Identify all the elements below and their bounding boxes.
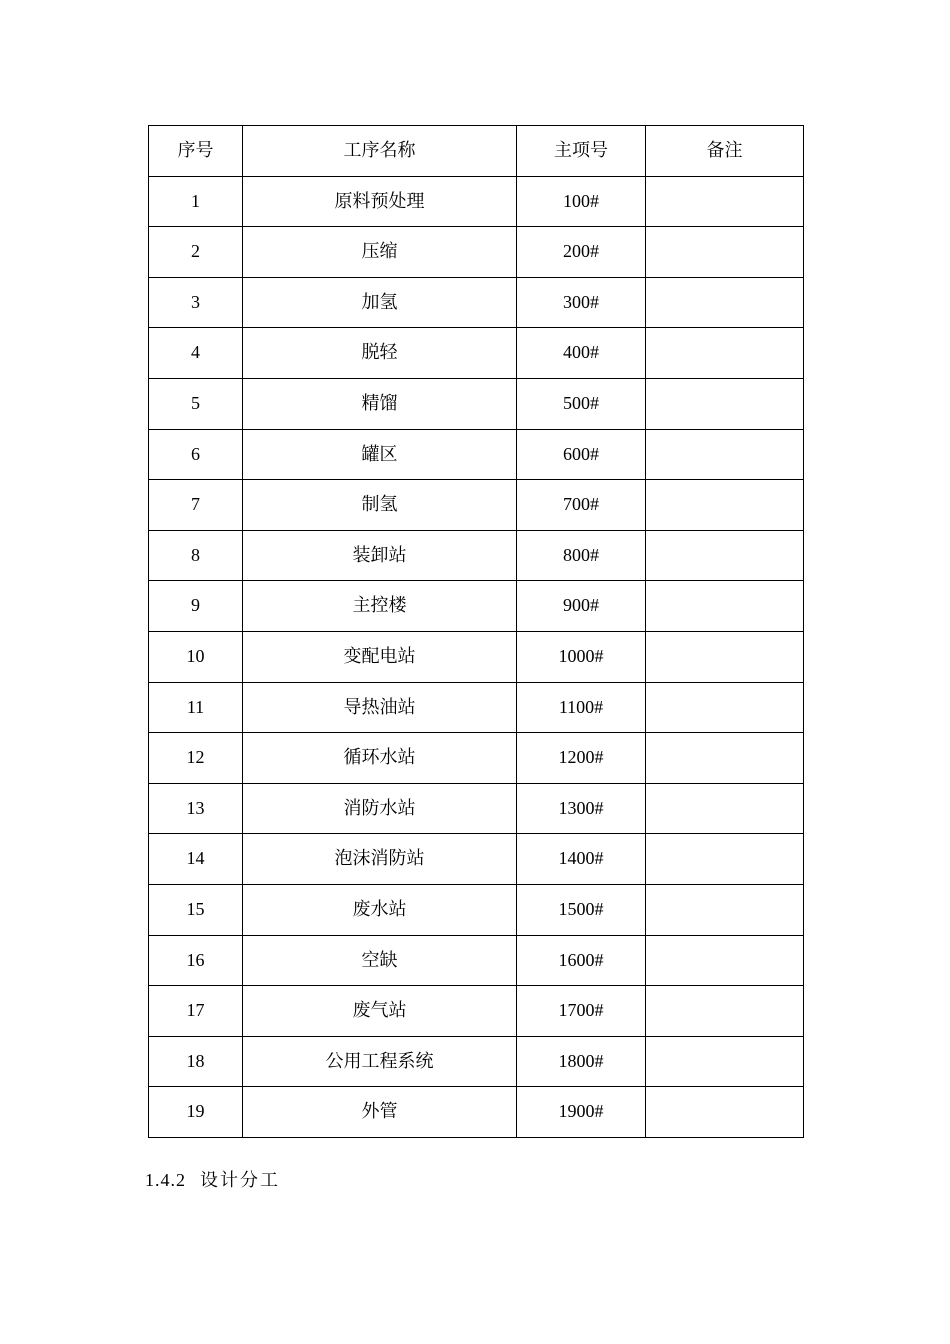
cell-remark [646, 884, 804, 935]
cell-seq: 5 [149, 378, 243, 429]
table-row [149, 176, 804, 227]
cell-name: 精馏 [243, 378, 517, 429]
header-seq: 序号 [149, 126, 243, 177]
cell-code: 400# [517, 328, 646, 379]
table-row [149, 783, 804, 834]
cell-seq: 19 [149, 1087, 243, 1138]
table-row [149, 378, 804, 429]
cell-name: 泡沫消防站 [243, 834, 517, 885]
cell-name: 空缺 [243, 935, 517, 986]
cell-code: 800# [517, 530, 646, 581]
cell-name: 导热油站 [243, 682, 517, 733]
header-row [149, 126, 804, 177]
cell-name: 脱轻 [243, 328, 517, 379]
cell-remark [646, 682, 804, 733]
cell-seq: 10 [149, 631, 243, 682]
cell-code: 200# [517, 227, 646, 278]
cell-seq: 6 [149, 429, 243, 480]
cell-name: 压缩 [243, 227, 517, 278]
cell-remark [646, 530, 804, 581]
cell-code: 1100# [517, 682, 646, 733]
table-header [149, 126, 804, 177]
cell-remark [646, 176, 804, 227]
header-code: 主项号 [517, 126, 646, 177]
cell-seq: 7 [149, 480, 243, 531]
cell-name: 装卸站 [243, 530, 517, 581]
cell-code: 1900# [517, 1087, 646, 1138]
table-row [149, 429, 804, 480]
cell-remark [646, 1036, 804, 1087]
cell-remark [646, 834, 804, 885]
cell-code: 1700# [517, 986, 646, 1037]
process-table [148, 125, 804, 1138]
header-name: 工序名称 [243, 126, 517, 177]
cell-seq: 13 [149, 783, 243, 834]
cell-name: 公用工程系统 [243, 1036, 517, 1087]
cell-name: 废气站 [243, 986, 517, 1037]
table-row [149, 581, 804, 632]
cell-remark [646, 783, 804, 834]
cell-remark [646, 227, 804, 278]
cell-name: 外管 [243, 1087, 517, 1138]
cell-code: 100# [517, 176, 646, 227]
cell-name: 循环水站 [243, 733, 517, 784]
cell-seq: 18 [149, 1036, 243, 1087]
cell-code: 1200# [517, 733, 646, 784]
cell-code: 1500# [517, 884, 646, 935]
cell-seq: 9 [149, 581, 243, 632]
cell-remark [646, 378, 804, 429]
table-row [149, 480, 804, 531]
section-heading [145, 1166, 280, 1192]
cell-name: 制氢 [243, 480, 517, 531]
cell-name: 变配电站 [243, 631, 517, 682]
table-body [149, 176, 804, 1137]
table-row [149, 277, 804, 328]
table-row [149, 227, 804, 278]
cell-name: 罐区 [243, 429, 517, 480]
header-remark: 备注 [646, 126, 804, 177]
cell-seq: 12 [149, 733, 243, 784]
cell-code: 1600# [517, 935, 646, 986]
cell-code: 1300# [517, 783, 646, 834]
table-row [149, 986, 804, 1037]
cell-seq: 11 [149, 682, 243, 733]
section-title: 设计分工 [200, 1170, 280, 1191]
cell-remark [646, 1087, 804, 1138]
cell-seq: 14 [149, 834, 243, 885]
cell-name: 主控楼 [243, 581, 517, 632]
cell-seq: 8 [149, 530, 243, 581]
cell-remark [646, 328, 804, 379]
cell-seq: 15 [149, 884, 243, 935]
cell-code: 1800# [517, 1036, 646, 1087]
table-row [149, 884, 804, 935]
cell-code: 600# [517, 429, 646, 480]
cell-seq: 4 [149, 328, 243, 379]
cell-name: 消防水站 [243, 783, 517, 834]
cell-name: 加氢 [243, 277, 517, 328]
table-row [149, 1036, 804, 1087]
cell-code: 1400# [517, 834, 646, 885]
cell-seq: 3 [149, 277, 243, 328]
cell-remark [646, 733, 804, 784]
cell-remark [646, 986, 804, 1037]
cell-seq: 2 [149, 227, 243, 278]
cell-name: 废水站 [243, 884, 517, 935]
cell-name: 原料预处理 [243, 176, 517, 227]
table-row [149, 682, 804, 733]
table-row [149, 631, 804, 682]
cell-seq: 17 [149, 986, 243, 1037]
section-number: 1.4.2 [145, 1170, 186, 1190]
cell-code: 900# [517, 581, 646, 632]
cell-code: 1000# [517, 631, 646, 682]
cell-remark [646, 277, 804, 328]
cell-remark [646, 935, 804, 986]
cell-remark [646, 581, 804, 632]
table-row [149, 530, 804, 581]
cell-remark [646, 480, 804, 531]
cell-seq: 16 [149, 935, 243, 986]
cell-code: 300# [517, 277, 646, 328]
cell-code: 700# [517, 480, 646, 531]
cell-seq: 1 [149, 176, 243, 227]
cell-remark [646, 631, 804, 682]
table-row [149, 935, 804, 986]
cell-code: 500# [517, 378, 646, 429]
table-row [149, 733, 804, 784]
cell-remark [646, 429, 804, 480]
table-row [149, 1087, 804, 1138]
table-row [149, 328, 804, 379]
table-row [149, 834, 804, 885]
